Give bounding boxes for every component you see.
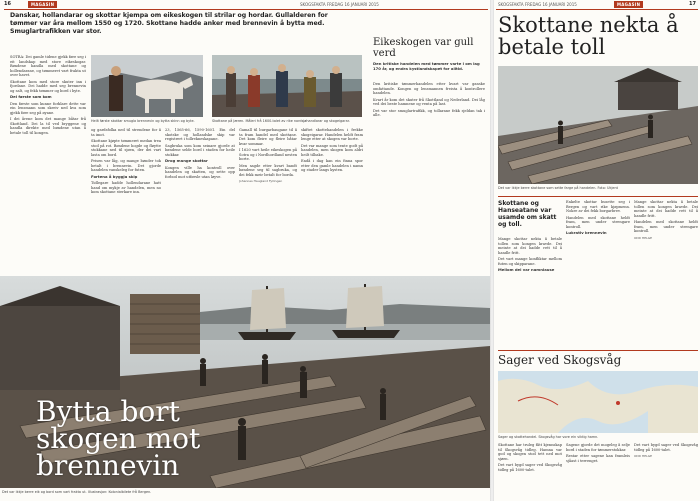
top-rule-right	[496, 9, 698, 10]
painting-illustration	[212, 55, 362, 117]
col1-p2: Skottane kom med store skuter inn i fjordane. Dei hadde med seg brennevin og salt, og fekk tømmer og bord i byte.	[10, 79, 86, 93]
col4-p3: Men sagde etter kvart bandt bøndene seg til sagbruka, og dei fekk meir betalt for borda.	[239, 163, 297, 177]
toll-byline: ODD HELGE	[634, 235, 652, 240]
folio-date-right: SKOGSFAKTA FREDAG 16 JANUARI 2015	[498, 2, 577, 7]
factbox-skogsvag-title: Sager ved Skogsvåg	[498, 353, 622, 367]
horse-illustration	[91, 55, 203, 117]
factbox-toll-col-c	[634, 200, 698, 345]
map-skogsvag	[498, 371, 698, 433]
col3-p2: Sagbruka som kom seinare gjorde at bøndene selde bord i staden for heile stokkar.	[165, 143, 235, 157]
toll-b-p2: Handelen med skottane heldt fram, men under strengare kontroll.	[566, 215, 630, 229]
section-tag: MAGASIN	[28, 1, 57, 8]
skogsvag-col-c	[634, 443, 698, 497]
factbox-toll	[498, 196, 698, 346]
toll-b-p1: Enkelte skottar busette seg i Bergen og vart rike kjøpmenn. Nokre av dei fekk borgarbrev.	[566, 200, 630, 213]
map-illustration	[498, 371, 698, 433]
side-p1: Den kritiske tømmerhandelen etter kvart var ganske omfattande. Kongen og lensmannen freista å kontrollere handelen.	[373, 82, 485, 95]
skogsvag-a-p1: Skottane har truleg fått kjennskap til Skogsvåg tidleg. Hamna var god og skogen stod tett ned mot sjøen.	[498, 443, 562, 461]
skogsvag-byline: ODD HELGE	[634, 454, 652, 458]
article-col-1	[10, 55, 86, 270]
col2-p2: Skottane kjøpte tømmeret medan trea stod på rot. Bøndene hogde og fløytte stokkane ned til sjøen, der dei vart lasta om bord.	[91, 139, 161, 157]
skogsvag-col-a	[498, 443, 562, 497]
article-col-4	[239, 128, 297, 270]
toll-a-p2: Det vart mange konfliktar mellom futen og skipparane.	[498, 257, 562, 266]
col1-p4: I dei årene kom det mange båtar frå Skottland. Dei la til ved bryggene og handla direkte med bøndene utan å betale toll til kongen.	[10, 117, 86, 135]
photo-painting	[212, 55, 362, 117]
col1-p3: Den første som kunne forklare dette var ein lensmann som skreiv ned kva som gjekk føre seg på øyane.	[10, 101, 86, 115]
toll-a-p1: Mange skottar nekta å betale tollen som kongen kravde. Dei meinte at dei hadde rett til å handle fritt.	[498, 237, 562, 255]
skogsvag-col-b	[566, 443, 630, 497]
col3-p3: Kongen ville ha kontroll over handelen og skatten, og sette opp forbod mot utførsle utan løyve.	[165, 165, 235, 179]
col1-p1: SOTRA: Dei gamle tidene gjekk føre seg i eit landskap med store eikeskogar. Bøndene handla med skottane og hollendarane, og tømmeret vart frakta ut over havet.	[10, 55, 86, 77]
skogsvag-a-p2: Det vart bygd sager ved Skogsvåg tidleg på 1600-talet.	[498, 463, 562, 472]
col4-byline: Johannes Haugland Fyllingen	[239, 179, 283, 183]
toll-c-p1: Mange skottar nekta å betale tollen som kongen kravde. Dei meinte at dei hadde rett til å handle fritt.	[634, 200, 698, 218]
toll-subhead: Mellom dei var namnlause	[498, 267, 555, 272]
factbox-toll-col-b	[566, 200, 630, 345]
article-col-5	[301, 128, 363, 270]
toll-c-p2: Handelen med skottane heldt fram, men under strengare kontroll.	[634, 220, 698, 233]
right-folio	[494, 0, 700, 9]
left-folio	[0, 0, 490, 9]
factbox-toll-col-a	[498, 237, 562, 347]
side-headline: Eikeskogen var gull verd	[373, 37, 474, 59]
page-number: 16	[4, 1, 11, 7]
col5-p1: skiftet skottehandelen i frekke skogeigarar. Handelen heldt fram lenge etter at skogen var borte.	[301, 128, 363, 141]
col4-p2: I 1620 vart heile eikeskogen på Sotra og i Nordhordland nesten borte.	[239, 148, 297, 161]
photo-horse	[91, 55, 203, 117]
side-p3: Det var stor smuglartrafikk, og tollarane fekk sjeldan tak i alle.	[373, 108, 485, 117]
col5-p2: Det var mange som tente godt på handelen, men skogen kom aldri heilt tilbake.	[301, 143, 363, 157]
side-p2: Kvart år kom det skuter frå Skottland og Nederland. Dei låg ved dei beste hamnene og venta på last.	[373, 97, 485, 106]
log-floating-illustration	[498, 66, 698, 184]
col3-p1: 23, 1565-66, 1590-1601. Ein del skotske og hollandske skip var registrert i tollrekneskapane.	[165, 128, 235, 141]
col2-p4: Tidlegare hadde hollendarane hatt hand om mykje av handelen, men no kom skottane sterkare inn.	[91, 181, 161, 194]
photo2-caption: Skottane på Jæren. Måleri frå 1600-talet av rike nordsjøhandlarar og skogeigarar.	[212, 119, 350, 123]
side-col	[373, 82, 485, 272]
main-headline: Bytta bort skogen mot brennevin	[36, 395, 201, 482]
toll-subhead-2: Lukrativ brennevin	[566, 230, 607, 235]
right-headline: Skottane nekta å betale toll	[498, 13, 679, 59]
col2-subhead: Fortena å byggja skip	[91, 173, 138, 179]
article-col-2	[91, 128, 161, 270]
skogsvag-b-p1: Sagene gjorde det mogeleg å selje bord i staden for tømmerstokkar.	[566, 443, 630, 452]
article-col-3	[165, 128, 235, 270]
factbox-toll-title: Skottane og Hanseatane var usamde om skatt og toll.	[498, 200, 557, 228]
col3-subhead: Drog mange skottar	[165, 158, 208, 163]
photo1-caption: Heilt første skottar smugla brennevin og bytta skinn og byte.	[91, 119, 195, 123]
intro-lead: Danskar, hollandarar og skottar kjempa om eikeskogen til strilar og hordar. Gullalderen for tømmer var åra mellom 1550 og 1720. Skottane hadde anker med brennevin å bytta med. Smuglartrafikken var stor.	[10, 12, 328, 35]
page-number-right: 17	[689, 1, 696, 7]
skogsvag-b-p2: Restar etter sagene kan framleis sjåast i terrenget.	[566, 454, 630, 463]
folio-date: SKOGSFAKTA FREDAG 16 JANUARI 2015	[300, 2, 379, 7]
top-rule	[4, 9, 488, 10]
factbox-skogsvag	[498, 350, 698, 496]
section-tag-right: MAGASIN	[614, 1, 643, 8]
side-lead: Den kritiske handelen med tømmer varte i om lag 170 år, og endra kystlandskapet for alltid.	[373, 61, 480, 71]
map-caption: Sager og skottehandel. Skogsvåg har vore ein viktig hamn.	[498, 435, 599, 439]
col5-p3: Endå i dag kan ein finna spor etter den gamle handelen i namn og stader langs kysten.	[301, 159, 363, 172]
skogsvag-c-p1: Det vart bygd sager ved Skogsvåg tidleg på 1600-talet.	[634, 443, 698, 452]
col2-p3: Prisen var låg, og mange bønder tok betalt i brennevin. Det gjorde handelen vanskeleg for futen.	[91, 159, 161, 172]
photo-log-floating	[498, 66, 698, 184]
col4-p1: Gamall til burgarbaugane til å ta fram handel med skottane. Det kom fleire og fleire båtar kvar sommar.	[239, 128, 297, 146]
right-page	[494, 0, 700, 501]
col1-subhead: Dei første som kom	[10, 94, 52, 99]
col2-p1: og gardsfolka ned til strendene for å ta imot.	[91, 128, 161, 137]
bottom-caption: Det var ikkje berre eik og bord som vart frakta ut. Illustrasjon: Kolonialbilete frå Bergen.	[2, 490, 152, 494]
right-photo-caption: Det var ikkje berre skottane som sette farge på handelen. Foto: Ukjent	[498, 186, 618, 190]
